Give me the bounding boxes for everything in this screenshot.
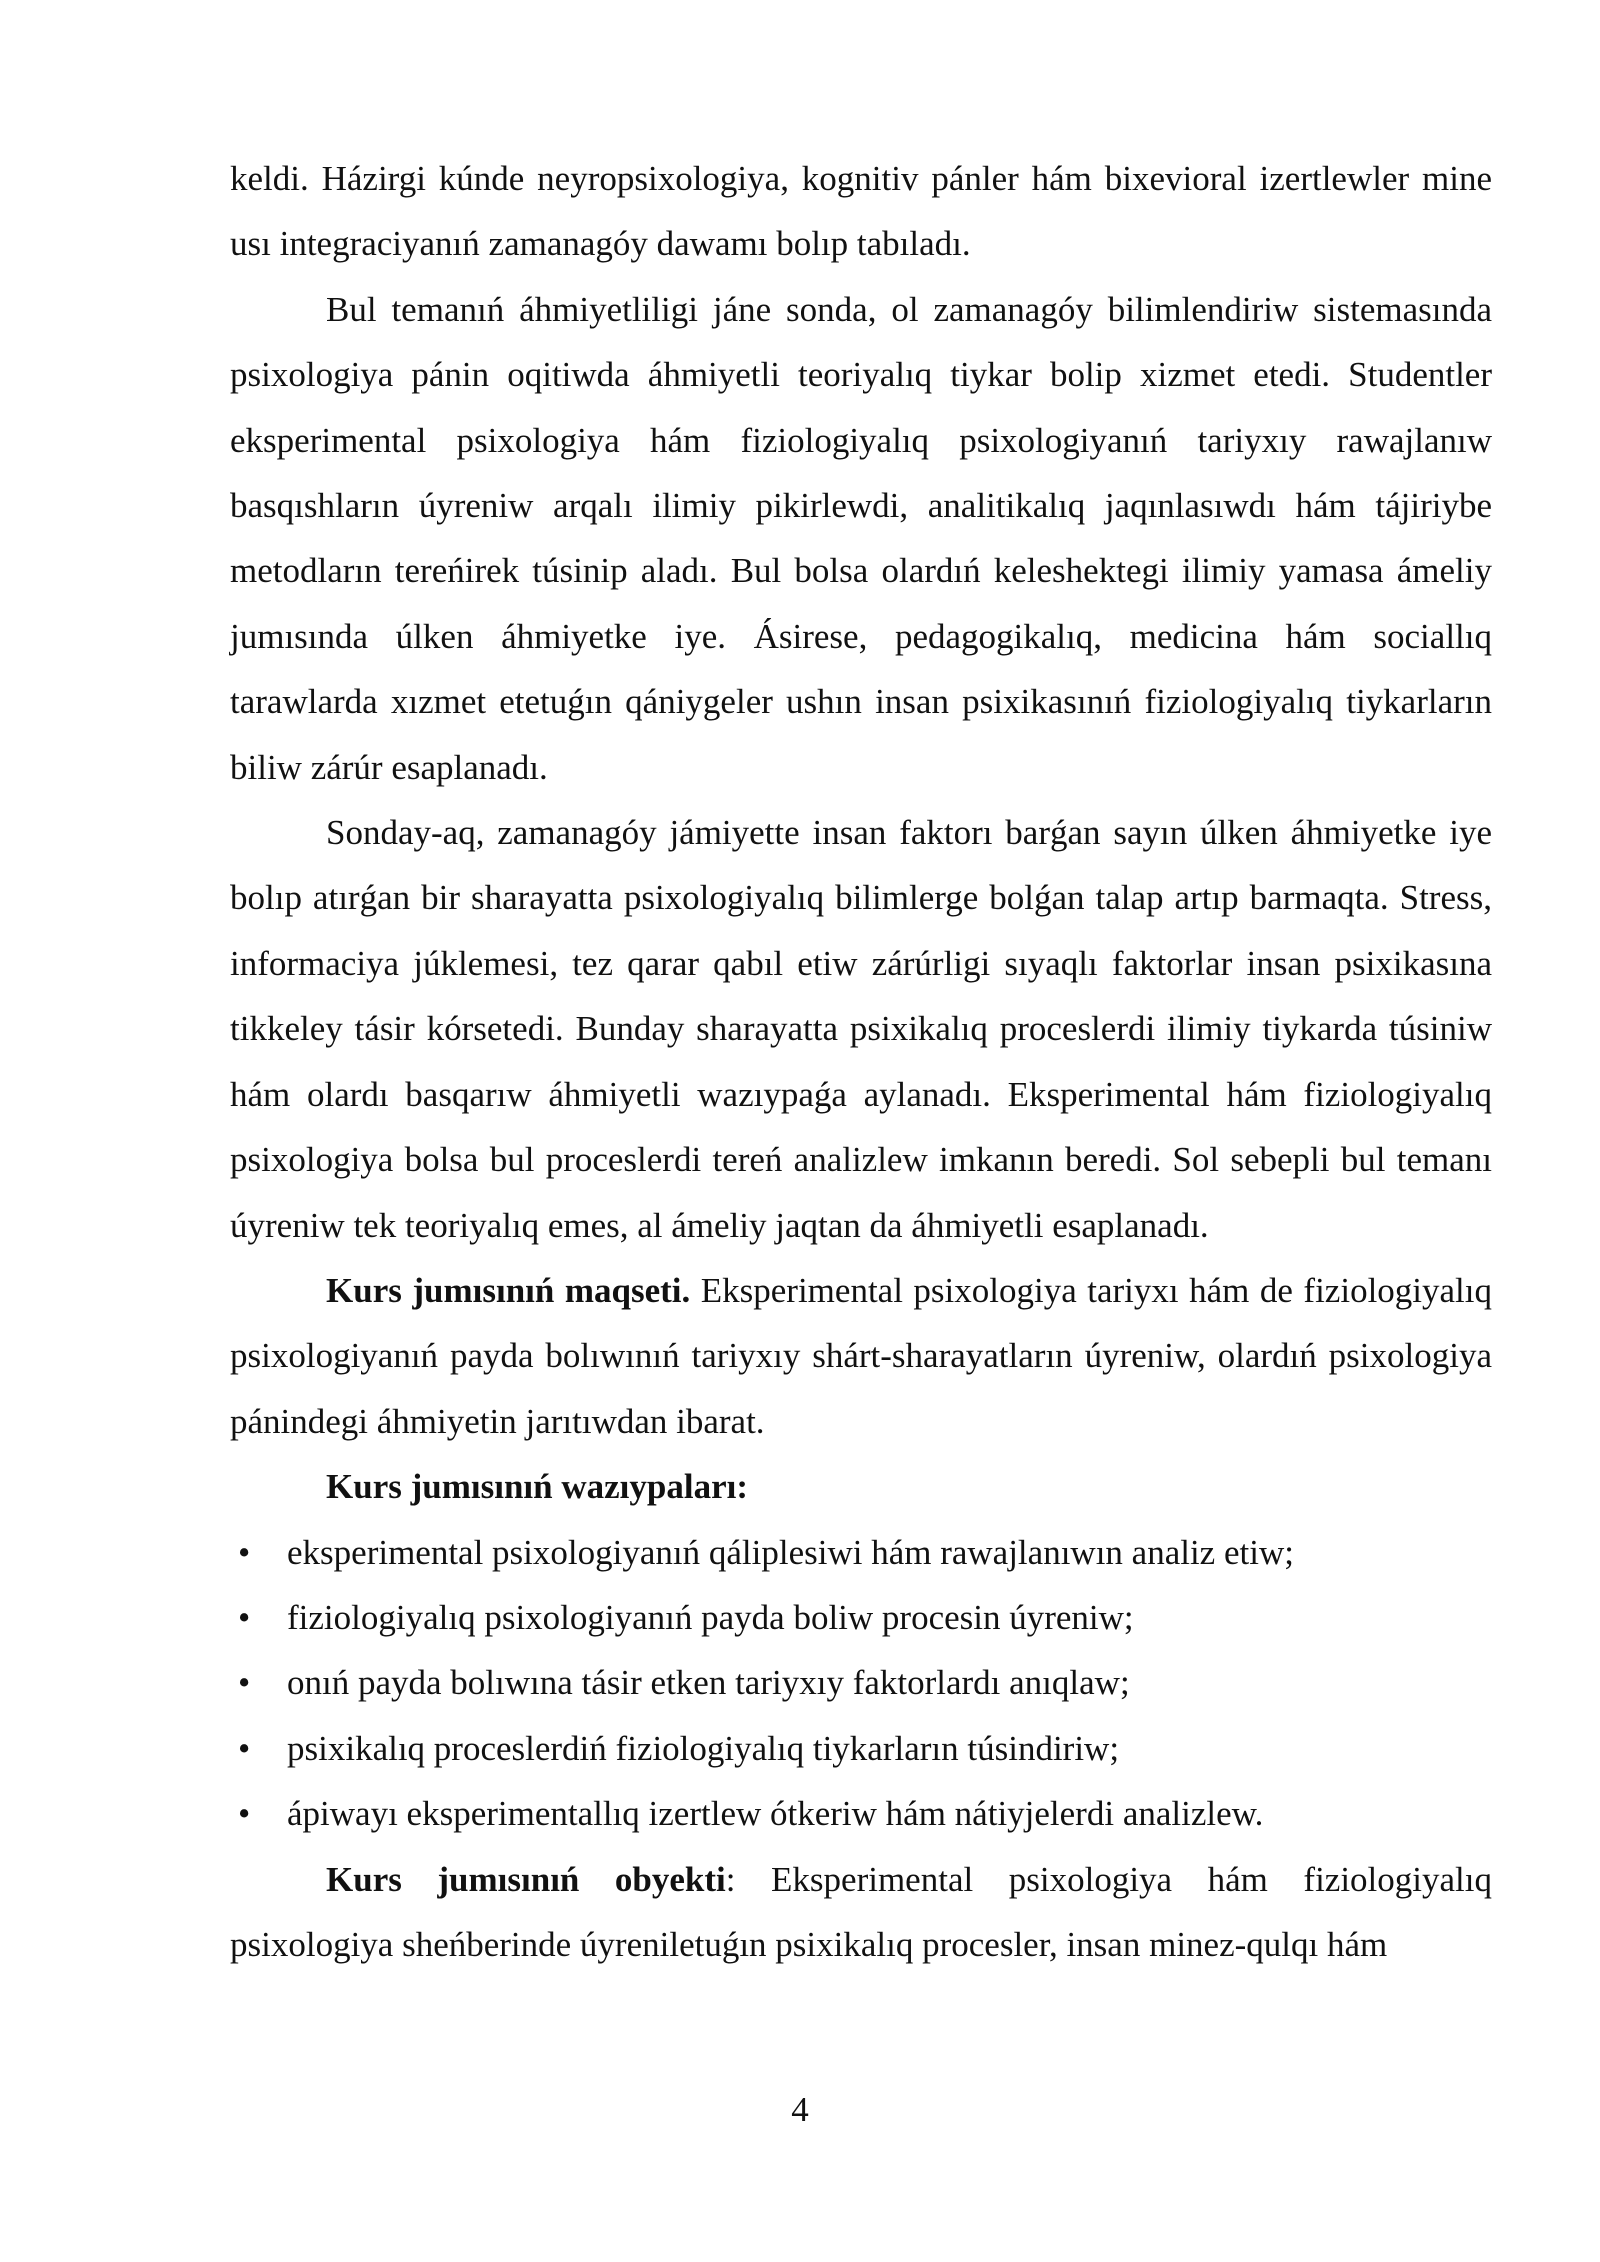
list-item-text: psixikalıq proceslerdiń fiziologiyalıq tiykarların túsindiriw; (287, 1728, 1120, 1768)
list-item-text: eksperimental psixologiyanıń qáliplesiwi hám rawajlanıwın analiz etiw; (287, 1532, 1294, 1572)
goal-text: Eksperimental psixologiya tariyxı hám de fiziologiyalıq psixologiyanıń payda bolıwınıń tariyxıy shárt-sharayatların úyreniw, olardıń psixologiya pánindegi áhmiyetin jarıtıwdan ibarat. (230, 1270, 1492, 1441)
list-item (230, 1716, 1492, 1781)
goal-label: Kurs jumısınıń maqseti. (326, 1270, 691, 1310)
paragraph-intro-continuation: keldi. Házirgi kúnde neyropsixologiya, kognitiv pánler hám bixevioral izertlewler mine usı integraciyanıń zamanagóy dawamı bolıp tabıladı. (230, 159, 1492, 264)
bullet-icon: • (238, 1728, 251, 1768)
list-item (230, 1585, 1492, 1650)
bullet-icon: • (238, 1663, 251, 1703)
list-item-text: ápiwayı eksperimentallıq izertlew ótkeriw hám nátiyjelerdi analizlew. (287, 1794, 1264, 1834)
paragraph-relevance: Bul temanıń áhmiyetliligi jáne sonda, ol zamanagóy bilimlendiriw sistemasında psixologiya pánin oqitiwda áhmiyetli teoriyalıq tiykar bolip xizmet etedi. Studentler eksperimental psixologiya hám fiziologiyalıq psixologiyanıń tariyxıy rawajlanıw basqıshların úyreniw arqalı ilimiy pikirlewdi, analitikalıq jaqınlasıwdı hám tájiriybe metodların tereńirek túsinip aladı. Bul bolsa olardıń keleshektegi ilimiy yamasa ámeliy jumısında úlken áhmiyetke iye. Ásirese, pedagogikalıq, medicina hám sociallıq tarawlarda xızmet etetuǵın qániygeler ushın insan psixikasınıń fiziologiyalıq tiykarların biliw zárúr esaplanadı. (230, 289, 1492, 787)
list-item (230, 1781, 1492, 1846)
object-label: Kurs jumısınıń obyekti (326, 1859, 726, 1899)
bullet-icon: • (238, 1794, 251, 1834)
object-text: : Eksperimental psixologiya hám fiziologiyalıq psixologiya sheńberinde úyreniletuǵın psixikalıq procesler, insan minez-qulqı hám (230, 1859, 1492, 1964)
list-item (230, 1520, 1492, 1585)
list-item-text: onıń payda bolıwına tásir etken tariyxıy faktorlardı anıqlaw; (287, 1663, 1130, 1703)
paragraph-modern-society: Sonday-aq, zamanagóy jámiyette insan faktorı barǵan sayın úlken áhmiyetke iye bolıp atırǵan bir sharayatta psixologiyalıq bilimlerge bolǵan talap artıp barmaqta. Stress, informaciya júklemesi, tez qarar qabıl etiw zárúrligi sıyaqlı faktorlar insan psixikasına tikkeley tásir kórsetedi. Bunday sharayatta psixikalıq proceslerdi ilimiy tiykarda túsiniw hám olardı basqarıw áhmiyetli wazıypaǵa aylanadı. Eksperimental hám fiziologiyalıq psixologiya bolsa bul proceslerdi tereń analizlew imkanın beredi. Sol sebepli bul temanı úyreniw tek teoriyalıq emes, al ámeliy jaqtan da áhmiyetli esaplanadı. (230, 813, 1492, 1245)
bullet-icon: • (238, 1597, 251, 1637)
list-item (230, 1650, 1492, 1715)
document-page (230, 146, 1492, 1977)
paragraph-object (230, 1847, 1492, 1978)
list-item-text: fiziologiyalıq psixologiyanıń payda boliw procesin úyreniw; (287, 1597, 1134, 1637)
tasks-list (230, 1520, 1492, 1847)
bullet-icon: • (238, 1532, 251, 1572)
paragraph-goal (230, 1258, 1492, 1454)
page-number: 4 (791, 2090, 809, 2129)
tasks-heading: Kurs jumısınıń wazıypaları: (326, 1467, 748, 1507)
